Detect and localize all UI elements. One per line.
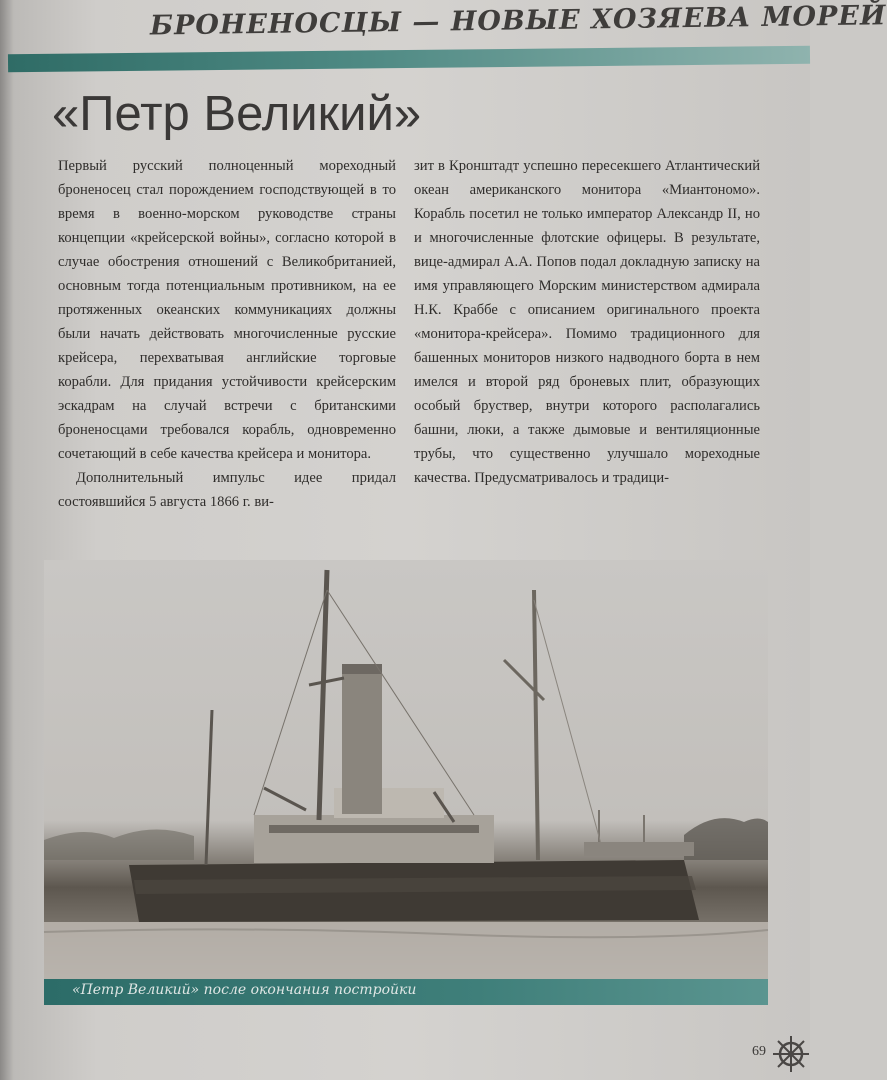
paragraph: Первый русский полноценный мореходный броненосец стал порождением господствующей в то время в военно-морском руководстве страны концепции «крейсерской войны», согласно которой в случае обострения отношений с Великобританией, основным тогда потенциальным противником, на ее протяженных океанских коммуникациях должны были начать действовать многочисленные русские крейсера, перехватывая английские торговые корабли. Для придания устойчивости крейсерским эскадрам на случай встречи с британскими броненосцами требовался корабль, одновременно сочетающий в себе качества крейсера и монитора.: [58, 158, 396, 462]
text-column-left: [58, 154, 396, 514]
ships-wheel-icon: [772, 1032, 810, 1076]
article-title: «Петр Великий»: [52, 87, 422, 141]
ship-photograph: [44, 560, 768, 980]
page-number: 69: [752, 1044, 766, 1059]
paragraph: зит в Кронштадт успешно пересекшего Атлантический океан американского монитора «Миантономо». Корабль посетил не только император Александр II, но и многочисленные флотские офицеры. В результате, вице-адмирал А.А. Попов подал докладную записку на имя управляющего Морским министерством адмирала Н.К. Краббе с описанием оригинального проекта «монитора-крейсера». Помимо традиционного для башенных мониторов низкого надводного борта в нем имелся и второй ряд броневых плит, образующих особый бруствер, внутри которого располагались башни, люки, а также дымовые и вентиляционные трубы, что существенно улучшало мореходные качества. Предусматривалось и традици-: [414, 158, 760, 486]
text-column-right: [414, 154, 760, 490]
paragraph: Дополнительный импульс идее придал состоявшийся 5 августа 1866 г. ви-: [58, 470, 396, 510]
running-head: БРОНЕНОСЦЫ — НОВЫЕ ХОЗЯЕВА МОРЕЙ: [149, 0, 887, 42]
photo-caption: «Петр Великий» после окончания постройки: [72, 982, 417, 998]
photo-caption-bar: [44, 979, 768, 1005]
book-gutter: [0, 0, 14, 1080]
ironclad-ship-illustration: [44, 560, 768, 980]
